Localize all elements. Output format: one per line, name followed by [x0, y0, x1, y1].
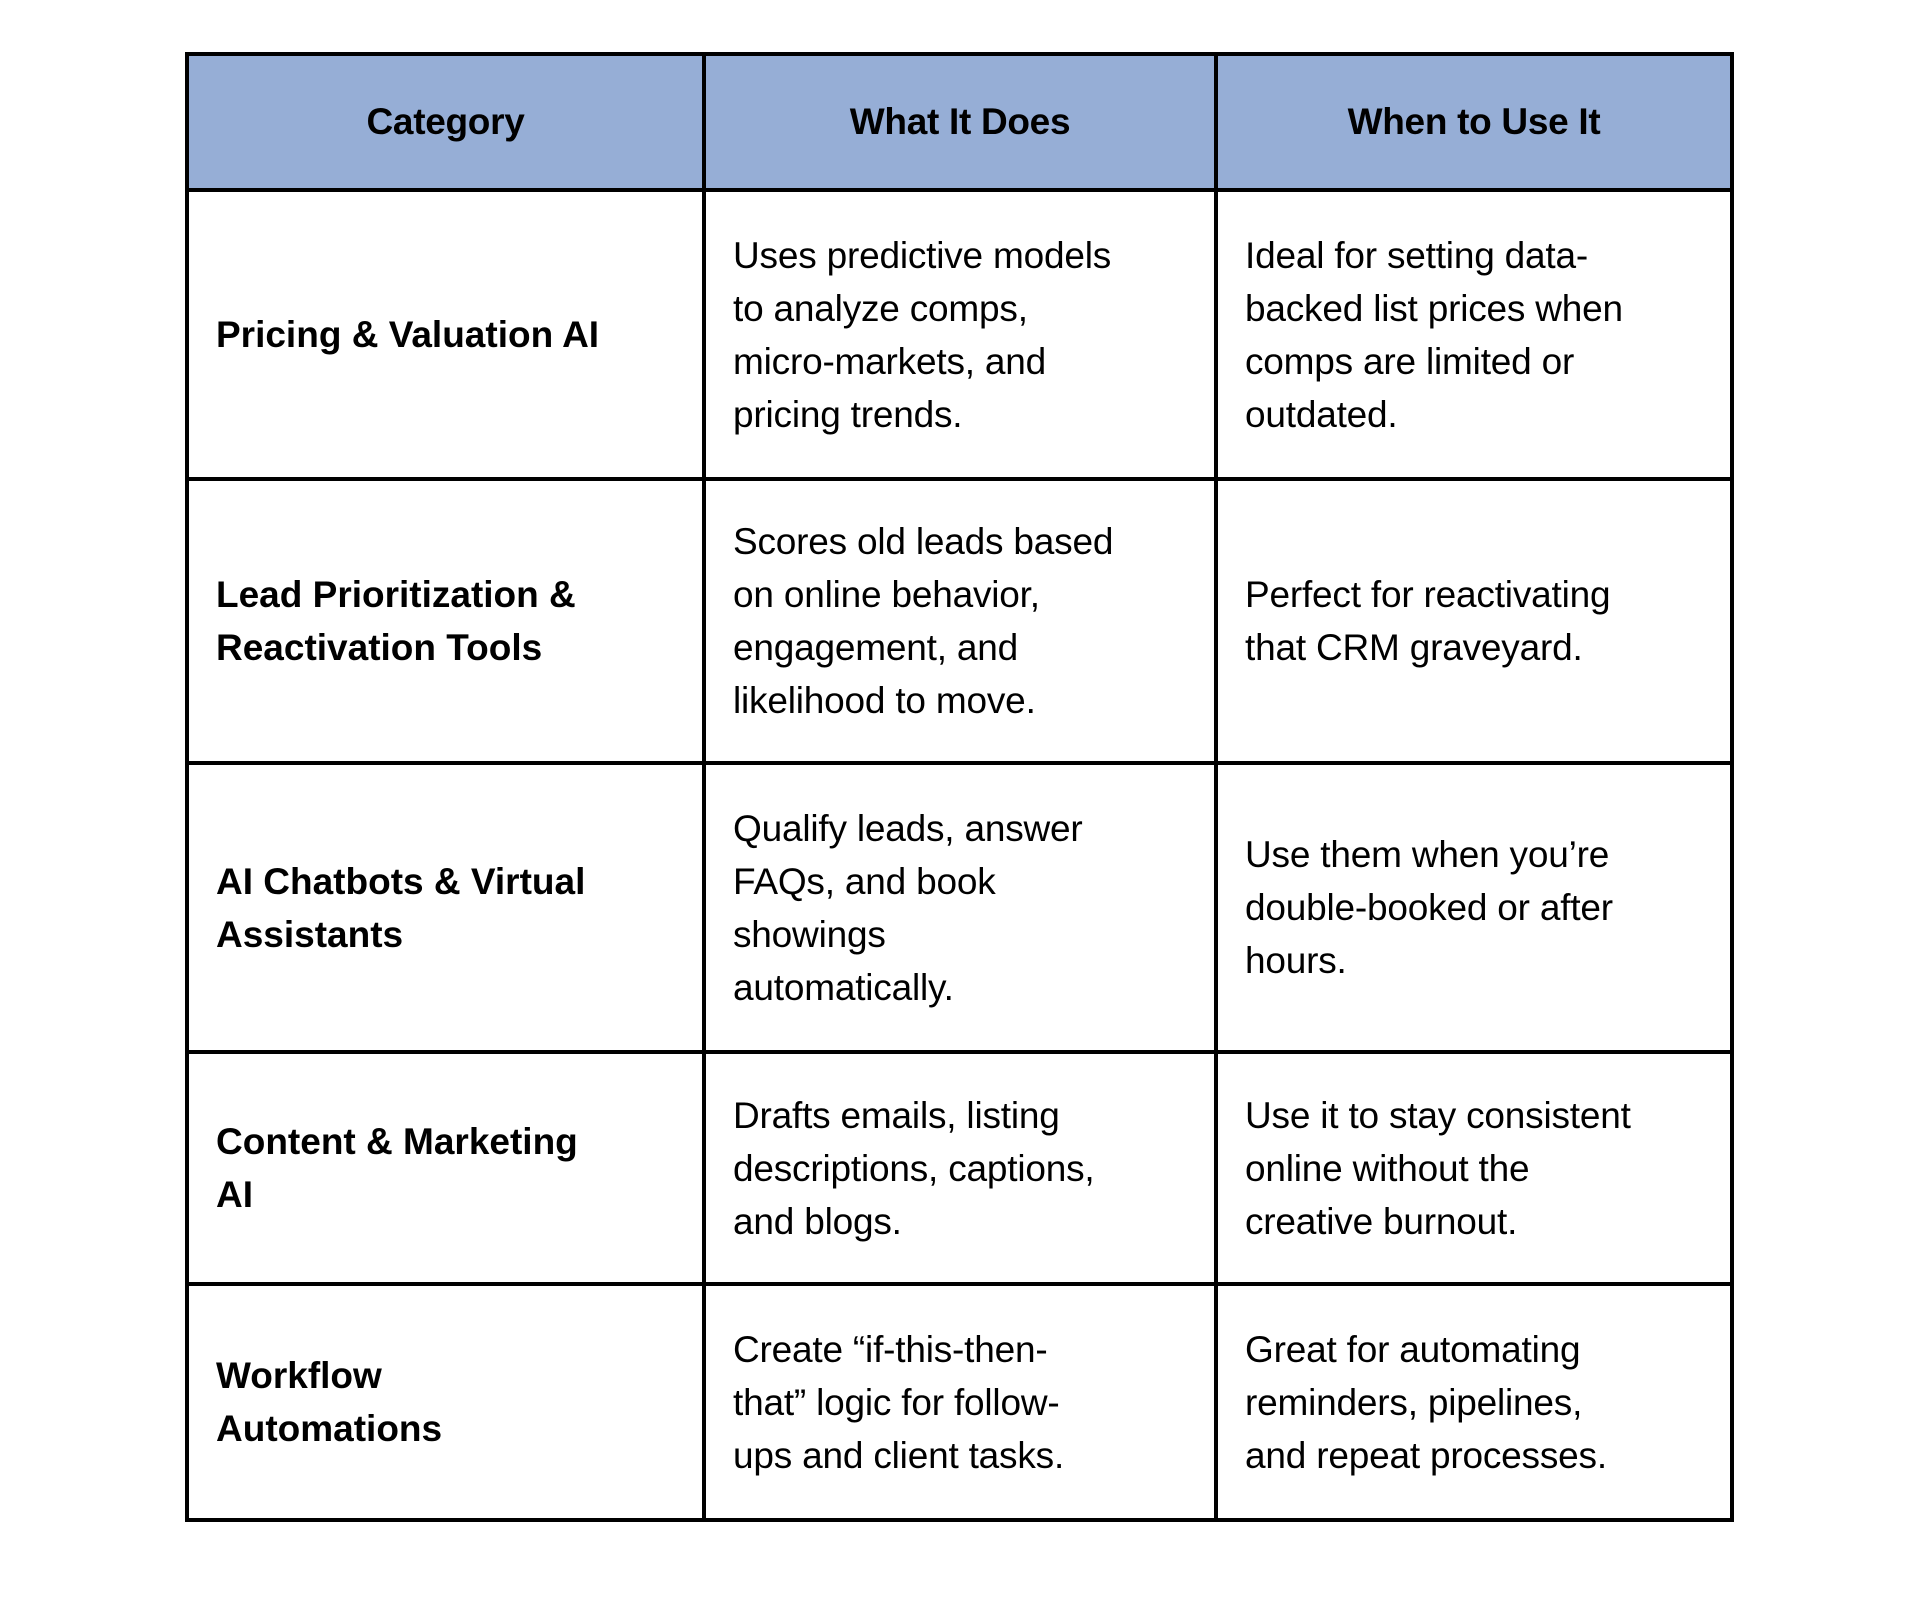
header-when-to-use-it: When to Use It	[1216, 54, 1732, 190]
when-to-use-cell	[1216, 479, 1732, 763]
what-text-line: and blogs.	[733, 1200, 902, 1242]
category-text: AI	[216, 1174, 253, 1215]
when-text-line: Ideal for setting data-	[1245, 234, 1588, 276]
table-row	[187, 190, 1732, 479]
what-it-does-cell	[704, 763, 1216, 1052]
category-text: Assistants	[216, 913, 404, 955]
category-text: Workflow	[216, 1355, 382, 1396]
when-text-line: Perfect for reactivating	[1245, 574, 1611, 615]
what-text-line: pricing trends.	[733, 393, 963, 435]
what-text-line: Uses predictive models	[733, 234, 1112, 276]
what-it-does-cell	[704, 190, 1216, 479]
category-text: Lead Prioritization &	[216, 574, 576, 615]
what-text-line: engagement, and	[733, 627, 1019, 668]
when-text-line: reminders, pipelines,	[1245, 1381, 1583, 1423]
what-text-line: Scores old leads based	[733, 521, 1114, 562]
what-text-line: FAQs, and book	[733, 860, 996, 902]
when-text-line: Great for automating	[1245, 1328, 1581, 1370]
category-cell	[187, 190, 704, 479]
when-text-line: double-booked or after	[1245, 887, 1613, 928]
what-it-does-cell	[704, 479, 1216, 763]
when-to-use-cell	[1216, 763, 1732, 1052]
what-text-line: ups and client tasks.	[733, 1434, 1065, 1476]
when-text-line: creative burnout.	[1245, 1200, 1518, 1242]
header-category: Category	[187, 54, 704, 190]
header-row	[187, 54, 1732, 190]
comparison-table	[185, 52, 1734, 1522]
when-text-line: Use it to stay consistent	[1245, 1094, 1631, 1136]
ai-tools-comparison-table	[185, 52, 1730, 1522]
what-it-does-cell	[704, 1052, 1216, 1284]
category-text: Content & Marketing	[216, 1121, 578, 1162]
table-row	[187, 763, 1732, 1052]
what-text-line: Create “if-this-then-	[733, 1328, 1048, 1370]
what-text-line: showings	[733, 913, 886, 955]
table-row	[187, 1052, 1732, 1284]
what-text-line: descriptions, captions,	[733, 1147, 1095, 1189]
category-cell	[187, 479, 704, 763]
category-text: Pricing & Valuation AI	[216, 314, 600, 355]
when-to-use-cell	[1216, 1052, 1732, 1284]
category-text: Reactivation Tools	[216, 627, 543, 668]
what-text-line: Qualify leads, answer	[733, 807, 1083, 849]
table-row	[187, 479, 1732, 763]
category-text: Automations	[216, 1408, 443, 1449]
category-cell	[187, 763, 704, 1052]
category-cell	[187, 1052, 704, 1284]
what-it-does-cell	[704, 1284, 1216, 1520]
what-text-line: Drafts emails, listing	[733, 1094, 1060, 1136]
what-text-line: automatically.	[733, 966, 954, 1008]
when-text-line: that CRM graveyard.	[1245, 627, 1583, 668]
table-row	[187, 1284, 1732, 1520]
category-cell	[187, 1284, 704, 1520]
category-text: AI Chatbots & Virtual	[216, 860, 586, 902]
when-text-line: comps are limited or	[1245, 340, 1575, 382]
when-text-line: and repeat processes.	[1245, 1434, 1607, 1476]
what-text-line: that” logic for follow-	[733, 1381, 1060, 1423]
when-to-use-cell	[1216, 1284, 1732, 1520]
what-text-line: micro-markets, and	[733, 340, 1047, 382]
what-text-line: on online behavior,	[733, 574, 1040, 615]
when-text-line: backed list prices when	[1245, 287, 1623, 329]
when-to-use-cell	[1216, 190, 1732, 479]
what-text-line: to analyze comps,	[733, 287, 1028, 329]
what-text-line: likelihood to move.	[733, 680, 1036, 721]
when-text-line: Use them when you’re	[1245, 834, 1610, 875]
when-text-line: online without the	[1245, 1147, 1530, 1189]
when-text-line: hours.	[1245, 940, 1347, 981]
when-text-line: outdated.	[1245, 393, 1398, 435]
header-what-it-does: What It Does	[704, 54, 1216, 190]
